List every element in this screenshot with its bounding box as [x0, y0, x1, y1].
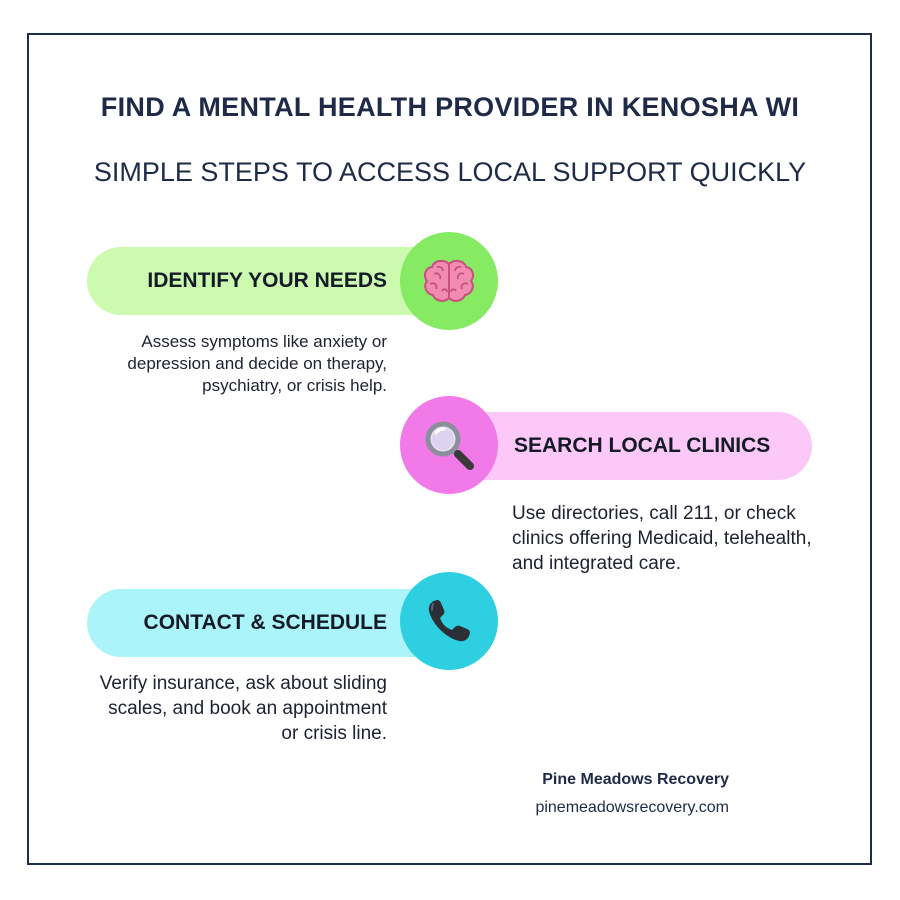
- magnifying-glass-icon: [422, 418, 476, 472]
- brand-name: Pine Meadows Recovery: [542, 771, 729, 788]
- step-1-icon-badge: [400, 232, 498, 330]
- page-title: FIND A MENTAL HEALTH PROVIDER IN KENOSHA WI: [100, 92, 800, 122]
- step-2-label: SEARCH LOCAL CLINICS: [514, 434, 771, 457]
- brain-icon: [422, 258, 476, 304]
- step-3-description: Verify insurance, ask about sliding scales, and book an appointment or crisis line.: [99, 673, 387, 744]
- step-2-icon-badge: [400, 396, 498, 494]
- step-2-description: Use directories, call 211, or check clinics offering Medicaid, telehealth, and integrated care.: [512, 503, 812, 574]
- step-1-description: Assess symptoms like anxiety or depression and decide on therapy, psychiatry, or crisis help.: [127, 332, 387, 395]
- page-subtitle: SIMPLE STEPS TO ACCESS LOCAL SUPPORT QUICKLY: [93, 157, 807, 187]
- step-1-label: IDENTIFY YOUR NEEDS: [147, 269, 387, 292]
- telephone-icon: [424, 596, 474, 646]
- step-3-label: CONTACT & SCHEDULE: [143, 611, 387, 634]
- step-3-icon-badge: [400, 572, 498, 670]
- website-link[interactable]: pinemeadowsrecovery.com: [535, 799, 729, 816]
